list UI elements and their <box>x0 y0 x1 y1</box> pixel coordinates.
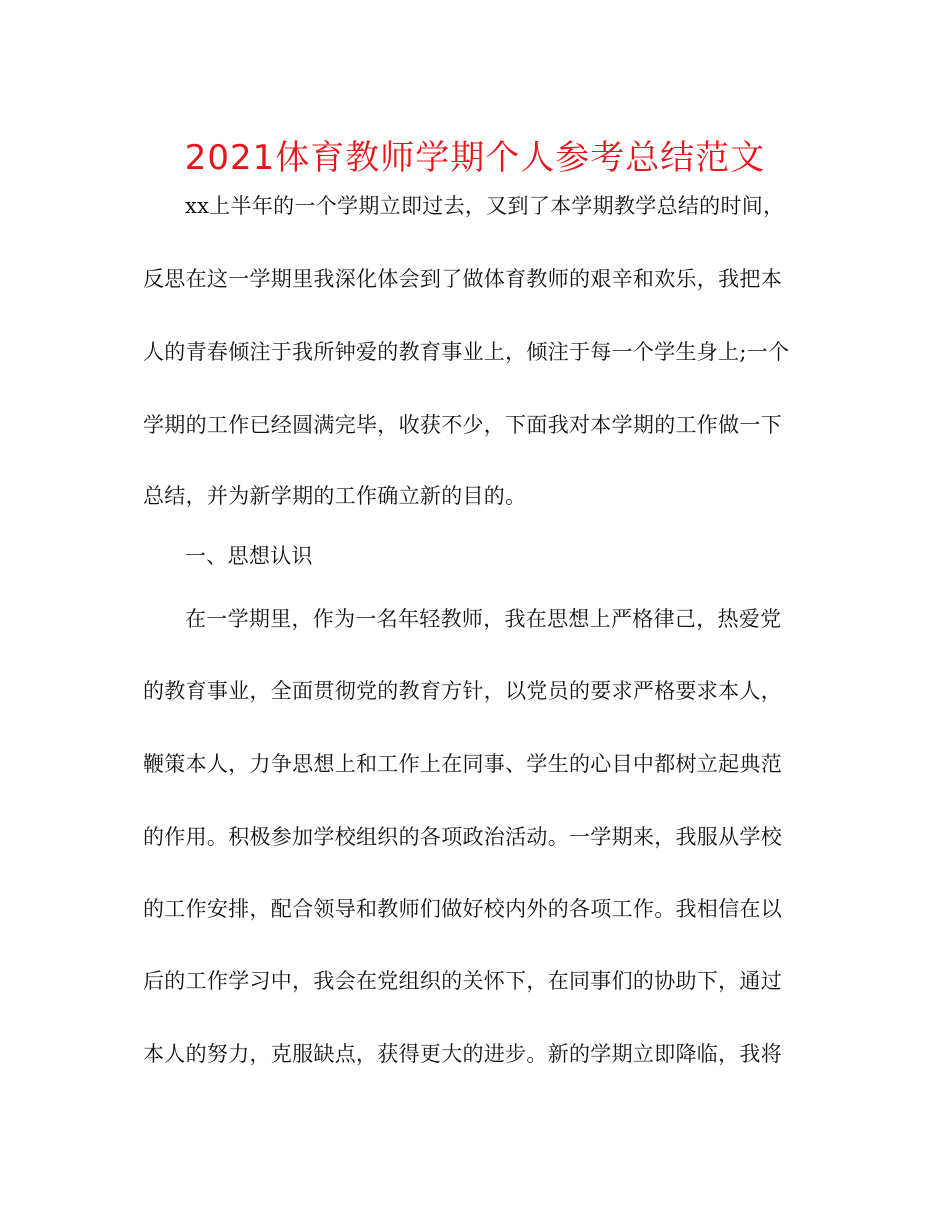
paragraph-line-12: 本人的努力，克服缺点，获得更大的进步。新的学期立即降临，我将 <box>143 1042 782 1066</box>
section-heading: 一、思想认识 <box>185 544 313 568</box>
paragraph-line-7: 的教育事业，全面贯彻党的教育方针，以党员的要求严格要求本人， <box>143 679 782 703</box>
document-title: 2021体育教师学期个人参考总结范文 <box>184 138 766 178</box>
paragraph-line-11: 后的工作学习中，我会在党组织的关怀下，在同事们的协助下，通过 <box>143 969 782 993</box>
paragraph-line-2: 反思在这一学期里我深化体会到了做体育教师的艰辛和欢乐，我把本 <box>143 267 782 291</box>
paragraph-line-4: 学期的工作已经圆满完毕，收获不少，下面我对本学期的工作做一下 <box>143 413 782 437</box>
paragraph-line-9: 的作用。积极参加学校组织的各项政治活动。一学期来，我服从学校 <box>143 825 782 849</box>
paragraph-line-1: xx上半年的一个学期立即过去，又到了本学期教学总结的时间， <box>185 194 785 218</box>
paragraph-line-8: 鞭策本人，力争思想上和工作上在同事、学生的心目中都树立起典范 <box>143 752 782 776</box>
paragraph-line-10: 的工作安排，配合领导和教师们做好校内外的各项工作。我相信在以 <box>143 897 782 921</box>
paragraph-line-3: 人的青春倾注于我所钟爱的教育事业上，倾注于每一个学生身上;一个 <box>143 340 790 364</box>
paragraph-line-6: 在一学期里，作为一名年轻教师，我在思想上严格律己，热爱党 <box>185 607 782 631</box>
paragraph-line-5: 总结，并为新学期的工作确立新的目的。 <box>143 484 527 508</box>
